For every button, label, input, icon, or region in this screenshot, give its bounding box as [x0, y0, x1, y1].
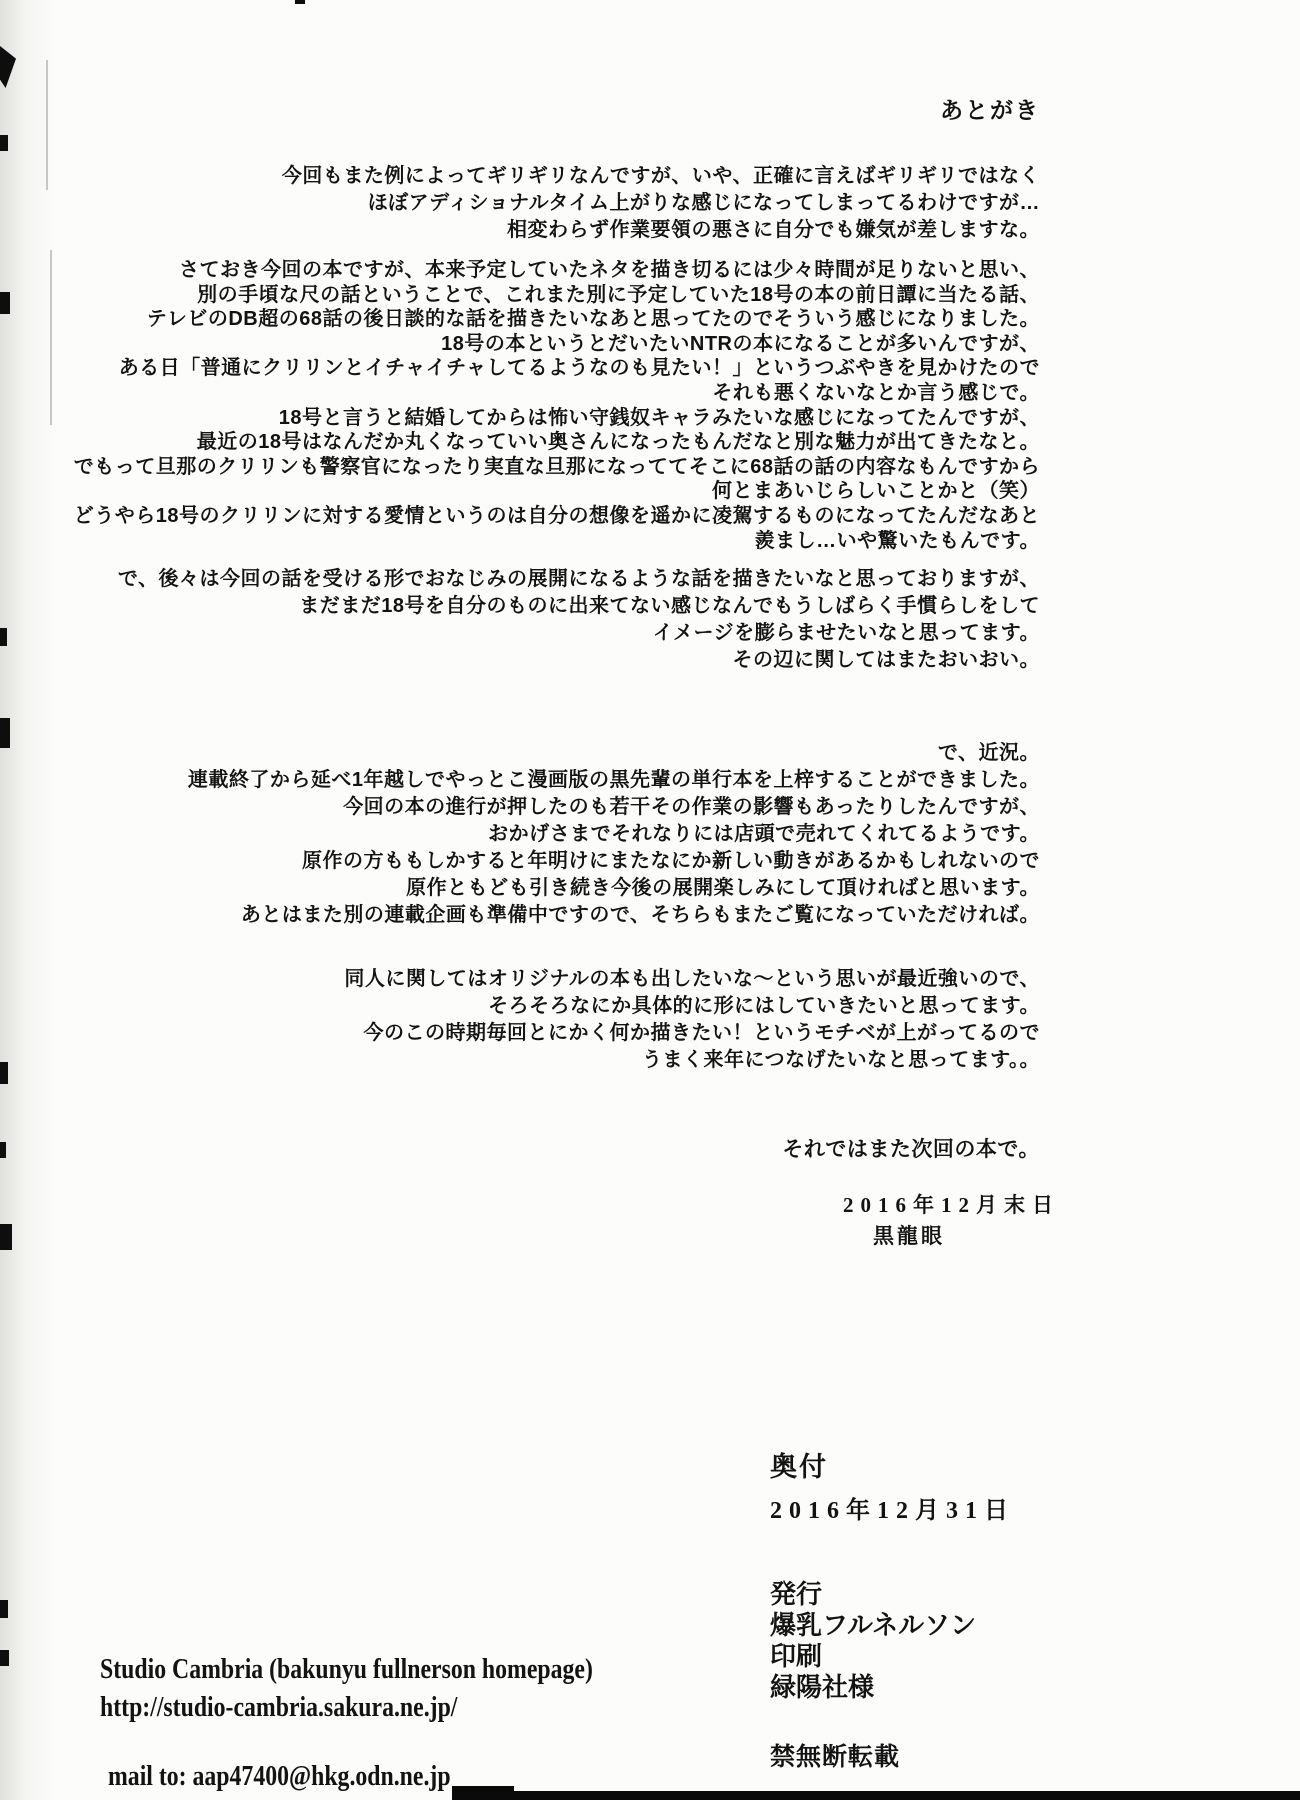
afterword-line: 18号と言うと結婚してからは怖い守銭奴キャラみたいな感じになってたんですが、: [278, 406, 1040, 429]
closing-line: それではまた次回の本で。: [782, 1138, 1040, 1161]
afterword-line: 何とまあいじらしいことかと（笑）: [712, 480, 1040, 503]
afterword-line: それも悪くないなとか言う感じで。: [712, 381, 1040, 404]
scan-bottom-bar: [452, 1791, 1300, 1800]
afterword-line: で、後々は今回の話を受ける形でおなじみの展開になるような話を描きたいなと思っておりますが、: [117, 568, 1040, 590]
scan-artifact: [0, 1142, 6, 1158]
afterword-line: 別の手頃な尺の話ということで、これまた別に予定していた18号の本の前日譚に当たる話、: [197, 283, 1040, 306]
afterword-line: 原作の方ももしかすると年明けにまたなにか新しい動きがあるかもしれないので: [302, 850, 1040, 872]
publisher-label: 発行: [770, 1579, 823, 1609]
afterword-paragraph: [60, 258, 1040, 553]
afterword-line: 連載終了から延べ1年越しでやっとこ漫画版の黒先輩の単行本を上梓することができました。: [187, 769, 1040, 791]
afterword-paragraph: [60, 740, 1040, 929]
afterword-line: でもって旦那のクリリンも警察官になったり実直な旦那になっててそこに68話の話の内容なもんですから: [73, 455, 1040, 478]
afterword-line: その辺に関してはまたおいおい。: [732, 649, 1040, 671]
afterword-line: あとはまた別の連載企画も準備中ですので、そちらもまたご覧になっていただければ。: [240, 904, 1040, 926]
scan-artifact: [0, 628, 7, 646]
afterword-line: ほぼアディショナルタイム上がりな感じになってしまってるわけですが…: [367, 192, 1040, 214]
afterword-line: 18号の本というとだいたいNTRの本になることが多いんですが、: [441, 332, 1040, 355]
afterword-paragraph: [60, 966, 1040, 1074]
afterword-line: 最近の18号はなんだか丸くなっていい奥さんになったもんだなと別な魅力が出てきたなと。: [196, 431, 1040, 454]
afterword-line: さておき今回の本ですが、本来予定していたネタを描き切るには少々時間が足りないと思い、: [179, 259, 1040, 281]
contact-email: mail to: aap47400@hkg.odn.ne.jp: [108, 1760, 451, 1792]
afterword-line: で、近況。: [937, 742, 1040, 764]
afterword-line: まだまだ18号を自分のものに出来てない感じなんでもうしばらく手慣らしをして: [299, 595, 1040, 617]
afterword-line: イメージを膨らませたいなと思ってます。: [652, 622, 1040, 644]
scan-artifact: [0, 1224, 12, 1250]
afterword-line: うまく来年につなげたいなと思ってます。。: [642, 1049, 1040, 1071]
scan-artifact: [0, 1650, 9, 1666]
afterword-line: 羨まし…いや驚いたもんです。: [754, 529, 1040, 552]
scan-artifact: [0, 1600, 8, 1618]
scan-artifact: [295, 0, 305, 4]
afterword-line: 今回の本の進行が押したのも若干その作業の影響もあったりしたんですが、: [343, 796, 1040, 818]
afterword-line: ある日「普通にクリリンとイチャイチャしてるようなのも見たい！」というつぶやきを見かけたので: [118, 357, 1040, 380]
afterword-date: 2016年12月末日: [843, 1193, 1060, 1217]
studio-name-line: Studio Cambria (bakunyu fullnerson homepage): [100, 1653, 593, 1685]
scan-artifact: [0, 46, 16, 88]
scan-artifact: [0, 292, 10, 314]
scan-artifact: [0, 135, 8, 151]
scan-artifact: [0, 718, 10, 748]
colophon-heading: 奥付: [770, 1452, 828, 1482]
colophon-date: 2016年12月31日: [770, 1498, 1015, 1524]
homepage-url: http://studio-cambria.sakura.ne.jp/: [100, 1691, 458, 1723]
printer-label: 印刷: [770, 1641, 823, 1671]
afterword-line: そろそろなにか具体的に形にはしていきたいと思ってます。: [488, 995, 1040, 1017]
scan-artifact: [0, 1062, 8, 1084]
afterword-line: 相変わらず作業要領の悪さに自分でも嫌気が差しますな。: [507, 219, 1040, 241]
afterword-line: 原作ともども引き続き今後の展開楽しみにして頂ければと思います。: [406, 877, 1040, 899]
afterword-line: テレビのDB超の68話の後日談的な話を描きたいなあと思ってたのでそういう感じになりました。: [146, 308, 1040, 331]
printer-name: 緑陽社様: [770, 1672, 875, 1702]
colophon: [770, 1445, 1015, 1773]
afterword-line: 同人に関してはオリジナルの本も出したいな〜という思いが最近強いので、: [344, 968, 1040, 990]
scan-bottom-bar-nub: [452, 1786, 514, 1800]
afterword-line: 今のこの時期毎回とにかく何か描きたい！というモチベが上がってるので: [363, 1022, 1040, 1044]
afterword-line: 今回もまた例によってギリギリなんですが、いや、正確に言えばギリギリではなく: [281, 165, 1040, 187]
afterword-line: どうやら18号のクリリンに対する愛情というのは自分の想像を遥かに凌駕するものになってたんだなあと: [73, 504, 1040, 527]
scan-artifact: [46, 60, 48, 190]
studio-credits: [100, 1650, 593, 1726]
reprint-notice: 禁無断転載: [770, 1743, 901, 1771]
afterword-line: おかげさまでそれなりには店頭で売れてくれてるようです。: [488, 823, 1040, 845]
afterword-paragraph: [60, 163, 1040, 244]
author-signature: 黒龍眼: [873, 1225, 945, 1248]
scan-artifact: [50, 250, 52, 425]
publisher-name: 爆乳フルネルソン: [770, 1610, 977, 1640]
afterword-paragraph: [60, 566, 1040, 674]
page-title: あとがき: [940, 97, 1040, 123]
